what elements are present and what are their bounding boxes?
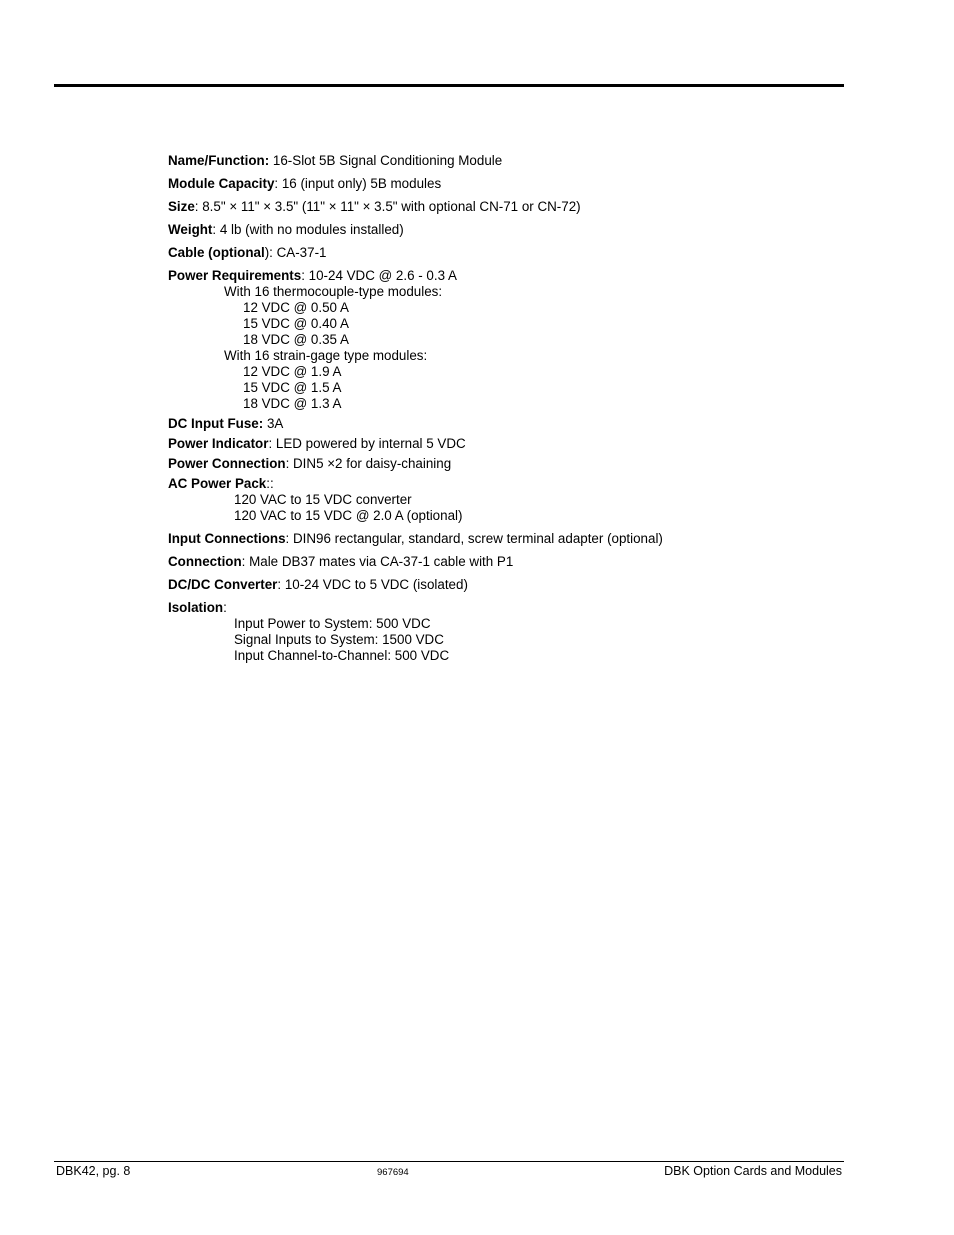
spec-value: : Male DB37 mates via CA-37-1 cable with P1 — [241, 554, 514, 569]
strain-gage-heading: With 16 strain-gage type modules: — [224, 348, 428, 363]
spec-label: Cable (optional — [168, 245, 265, 260]
isolation-item: Input Power to System: 500 VDC — [234, 616, 431, 631]
spec-isolation — [168, 600, 868, 664]
spec-value: : — [223, 600, 227, 615]
strain-gage-line: 18 VDC @ 1.3 A — [243, 396, 342, 411]
spec-value: : 4 lb (with no modules installed) — [212, 222, 404, 237]
isolation-item: Input Channel-to-Channel: 500 VDC — [234, 648, 450, 663]
spec-value: : 10-24 VDC @ 2.6 - 0.3 A — [301, 268, 457, 283]
spec-value: : 8.5" × 11" × 3.5" (11" × 11" × 3.5" with optional CN-71 or CN-72) — [194, 199, 581, 214]
spec-label: Isolation — [168, 600, 224, 615]
spec-value: : DIN5 ×2 for daisy-chaining — [285, 456, 452, 471]
spec-value: : 10-24 VDC to 5 VDC (isolated) — [277, 577, 468, 592]
footer-rule — [54, 1161, 844, 1162]
spec-cable — [168, 245, 868, 261]
specifications-list — [168, 153, 868, 671]
spec-label: Module Capacity — [168, 176, 275, 191]
spec-weight — [168, 222, 868, 238]
thermocouple-line: 18 VDC @ 0.35 A — [243, 332, 349, 347]
spec-value: 16-Slot 5B Signal Conditioning Module — [269, 153, 503, 168]
strain-gage-line: 12 VDC @ 1.9 A — [243, 364, 342, 379]
ac-power-pack-item: 120 VAC to 15 VDC @ 2.0 A (optional) — [234, 508, 463, 523]
spec-label: Power Connection — [168, 456, 286, 471]
spec-value: : LED powered by internal 5 VDC — [268, 436, 466, 451]
spec-power-indicator — [168, 436, 868, 452]
spec-label: Size — [168, 199, 195, 214]
thermocouple-line: 15 VDC @ 0.40 A — [243, 316, 349, 331]
spec-connection — [168, 554, 868, 570]
spec-value: ): CA-37-1 — [264, 245, 327, 260]
spec-label: Power Requirements — [168, 268, 302, 283]
footer-manual-title: DBK Option Cards and Modules — [664, 1164, 842, 1178]
spec-value: 3A — [263, 416, 284, 431]
spec-dcdc-converter — [168, 577, 868, 593]
spec-label: DC Input Fuse: — [168, 416, 264, 431]
spec-power-requirements — [168, 268, 868, 412]
footer-page-label: DBK42, pg. 8 — [56, 1164, 131, 1178]
spec-label: Power Indicator — [168, 436, 269, 451]
spec-input-connections — [168, 531, 868, 547]
spec-ac-power-pack — [168, 476, 868, 524]
isolation-item: Signal Inputs to System: 1500 VDC — [234, 632, 444, 647]
spec-name-function — [168, 153, 868, 169]
spec-size — [168, 199, 868, 215]
spec-power-connection — [168, 456, 868, 472]
spec-label: Input Connections — [168, 531, 286, 546]
spec-value: :: — [266, 476, 274, 491]
spec-module-capacity — [168, 176, 868, 192]
thermocouple-line: 12 VDC @ 0.50 A — [243, 300, 349, 315]
spec-label: Weight — [168, 222, 213, 237]
spec-dc-input-fuse — [168, 416, 868, 432]
thermocouple-heading: With 16 thermocouple-type modules: — [224, 284, 443, 299]
footer-document-number: 967694 — [377, 1167, 409, 1178]
spec-label: DC/DC Converter — [168, 577, 278, 592]
spec-value: : 16 (input only) 5B modules — [274, 176, 442, 191]
ac-power-pack-item: 120 VAC to 15 VDC converter — [234, 492, 412, 507]
spec-label: Connection — [168, 554, 242, 569]
spec-value: : DIN96 rectangular, standard, screw terminal adapter (optional) — [285, 531, 663, 546]
spec-label: AC Power Pack — [168, 476, 267, 491]
strain-gage-line: 15 VDC @ 1.5 A — [243, 380, 342, 395]
header-rule — [54, 84, 844, 87]
spec-label: Name/Function: — [168, 153, 270, 168]
